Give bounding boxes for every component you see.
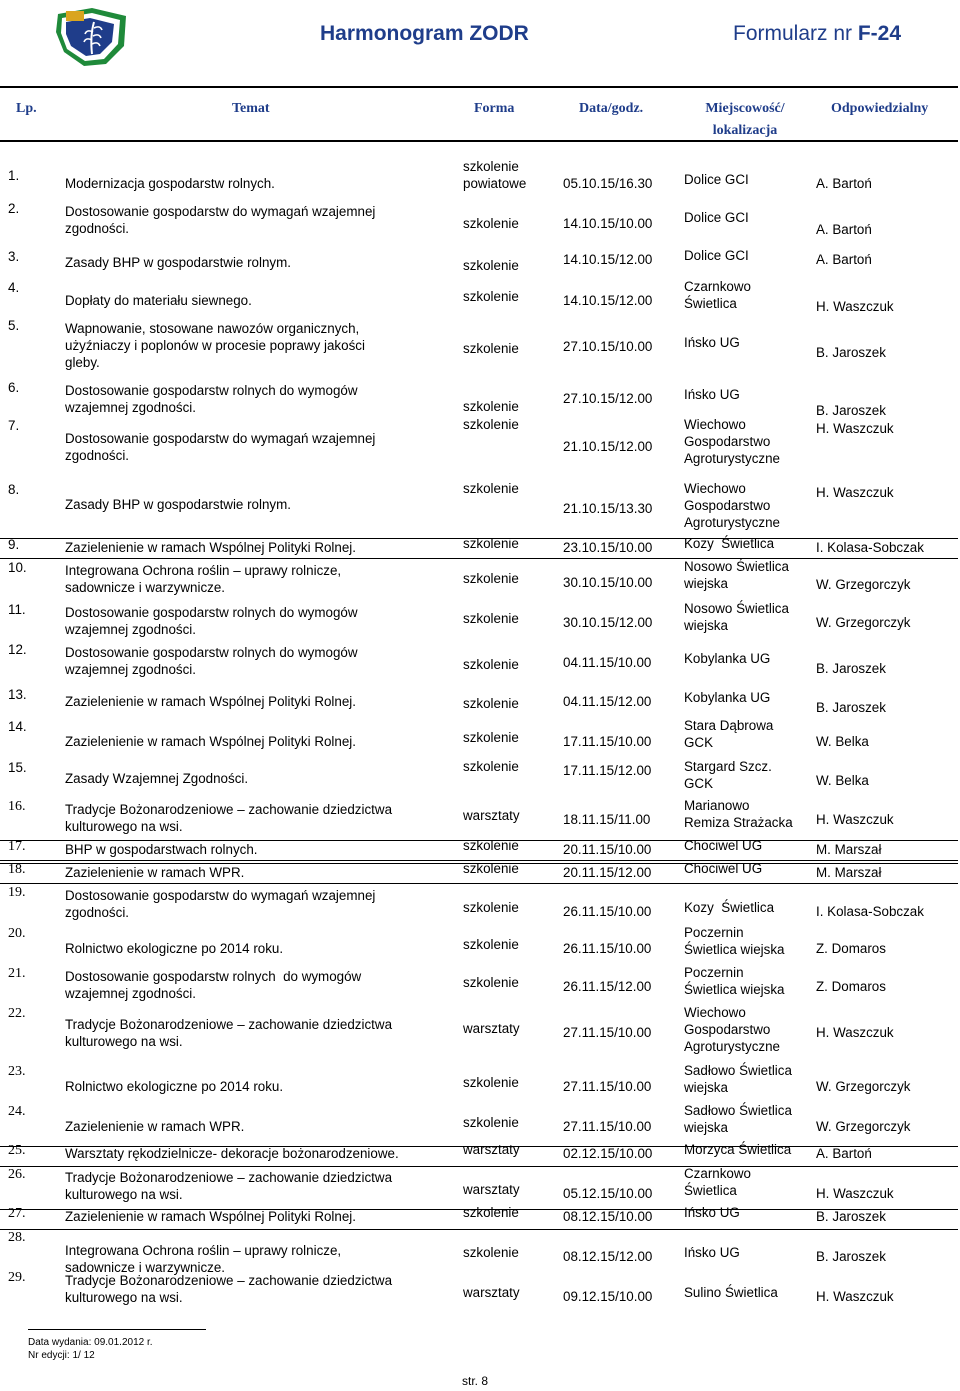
row-lp: 25. bbox=[8, 1143, 26, 1158]
row-forma: warsztaty bbox=[463, 1182, 520, 1197]
row-temat: Zazielenienie w ramach Wspólnej Polityki Rolnej. bbox=[65, 734, 356, 749]
row-temat: Tradycje Bożonarodzeniowe – zachowanie dziedzictwa bbox=[65, 1273, 393, 1288]
row-temat: Dostosowanie gospodarstw rolnych do wymogów bbox=[65, 645, 358, 660]
row-odp: Z. Domaros bbox=[816, 979, 886, 994]
row-data: 05.12.15/10.00 bbox=[563, 1186, 653, 1201]
row-lp: 7. bbox=[8, 418, 20, 433]
row-miejsce: Stara Dąbrowa bbox=[684, 718, 774, 733]
row-temat: Integrowana Ochrona roślin – uprawy rolnicze, bbox=[65, 1243, 342, 1258]
row-lp: 21. bbox=[8, 966, 26, 981]
row-miejsce: Ińsko UG bbox=[684, 1245, 740, 1260]
row-temat: Dostosowanie gospodarstw rolnych do wymogów bbox=[65, 383, 358, 398]
row-miejsce: Kobylanka UG bbox=[684, 651, 771, 666]
row-forma: szkolenie bbox=[463, 216, 519, 231]
row-forma: szkolenie bbox=[463, 900, 519, 915]
row-data: 26.11.15/10.00 bbox=[563, 904, 652, 919]
row-miejsce: Morzyca Świetlica bbox=[684, 1142, 792, 1157]
row-miejsce: GCK bbox=[684, 735, 714, 750]
row-odp: W. Grzegorczyk bbox=[816, 615, 911, 630]
row-odp: A. Bartoń bbox=[816, 252, 872, 267]
row-data: 20.11.15/10.00 bbox=[563, 842, 652, 857]
row-temat: sadownicze i warzywnicze. bbox=[65, 1260, 226, 1275]
row-odp: B. Jaroszek bbox=[816, 345, 886, 360]
row-forma: szkolenie bbox=[463, 696, 519, 711]
row-miejsce: Poczernin bbox=[684, 925, 744, 940]
row-data: 27.11.15/10.00 bbox=[563, 1025, 652, 1040]
row-miejsce: Poczernin bbox=[684, 965, 744, 980]
row-lp: 1. bbox=[8, 168, 20, 183]
row-odp: B. Jaroszek bbox=[816, 700, 886, 715]
row-odp: A. Bartoń bbox=[816, 1146, 872, 1161]
row-forma: szkolenie bbox=[463, 571, 519, 586]
row-forma: szkolenie bbox=[463, 341, 519, 356]
document-title: Harmonogram ZODR bbox=[320, 22, 529, 45]
row-odp: H. Waszczuk bbox=[816, 1025, 894, 1040]
row-miejsce: wiejska bbox=[684, 1120, 728, 1135]
col-miejsce bbox=[700, 98, 790, 142]
row-temat: wzajemnej zgodności. bbox=[65, 400, 196, 415]
row-forma: szkolenie bbox=[463, 1115, 519, 1130]
row-miejsce: Stargard Szcz. bbox=[684, 759, 772, 774]
row-lp: 19. bbox=[8, 885, 26, 900]
row-odp: W. Grzegorczyk bbox=[816, 1079, 911, 1094]
row-forma: szkolenie bbox=[463, 611, 519, 626]
form-code: F-24 bbox=[857, 22, 902, 45]
row-forma: szkolenie bbox=[463, 657, 519, 672]
row-lp: 3. bbox=[8, 249, 20, 264]
row-data: 14.10.15/12.00 bbox=[563, 252, 653, 267]
row-odp: W. Belka bbox=[816, 734, 869, 749]
col-temat: Temat bbox=[232, 101, 270, 116]
row-temat: kulturowego na wsi. bbox=[65, 1187, 183, 1202]
col-forma: Forma bbox=[474, 101, 515, 116]
row-data: 14.10.15/12.00 bbox=[563, 293, 653, 308]
col-lp: Lp. bbox=[16, 101, 37, 116]
row-temat: Rolnictwo ekologiczne po 2014 roku. bbox=[65, 941, 284, 956]
row-data: 04.11.15/10.00 bbox=[563, 655, 652, 670]
footer-rule bbox=[28, 1329, 206, 1330]
row-divider bbox=[0, 883, 958, 884]
row-data: 17.11.15/10.00 bbox=[563, 734, 652, 749]
row-miejsce: wiejska bbox=[684, 1080, 728, 1095]
row-forma: szkolenie bbox=[463, 1245, 519, 1260]
row-forma: szkolenie bbox=[463, 417, 519, 432]
row-forma: szkolenie bbox=[463, 861, 519, 876]
col-miejsce-line2: lokalizacja bbox=[712, 123, 778, 138]
issue-date: Data wydania: 09.01.2012 r. bbox=[28, 1337, 153, 1348]
row-divider bbox=[0, 863, 958, 864]
row-miejsce: Świetlica bbox=[684, 1183, 737, 1198]
row-temat: Zazielenienie w ramach WPR. bbox=[65, 865, 245, 880]
row-temat: Zazielenienie w ramach Wspólnej Polityki Rolnej. bbox=[65, 1209, 356, 1224]
row-miejsce: Agroturystyczne bbox=[684, 515, 781, 530]
row-temat: zgodności. bbox=[65, 905, 130, 920]
row-miejsce: Czarnkowo bbox=[684, 1166, 751, 1181]
row-divider bbox=[0, 1229, 958, 1230]
row-forma: warsztaty bbox=[463, 808, 520, 823]
row-lp: 17. bbox=[8, 839, 26, 854]
row-temat: Zazielenienie w ramach Wspólnej Polityki Rolnej. bbox=[65, 540, 356, 555]
row-miejsce: Remiza Strażacka bbox=[684, 815, 793, 830]
row-lp: 27. bbox=[8, 1206, 26, 1221]
row-temat: kulturowego na wsi. bbox=[65, 1034, 183, 1049]
row-lp: 4. bbox=[8, 280, 20, 295]
row-odp: H. Waszczuk bbox=[816, 421, 894, 436]
row-forma: szkolenie bbox=[463, 730, 519, 745]
row-temat: Tradycje Bożonarodzeniowe – zachowanie dziedzictwa bbox=[65, 802, 393, 817]
row-temat: Dopłaty do materiału siewnego. bbox=[65, 293, 252, 308]
row-miejsce: Sadłowo Świetlica bbox=[684, 1103, 792, 1118]
row-miejsce: Agroturystyczne bbox=[684, 1039, 781, 1054]
row-odp: B. Jaroszek bbox=[816, 1209, 886, 1224]
row-odp: M. Marszał bbox=[816, 842, 882, 857]
row-miejsce: wiejska bbox=[684, 618, 728, 633]
row-data: 05.10.15/16.30 bbox=[563, 176, 653, 191]
row-miejsce: Chociwel UG bbox=[684, 861, 763, 876]
row-temat: Dostosowanie gospodarstw do wymagań wzajemnej bbox=[65, 431, 376, 446]
row-temat: użyźniaczy i poplonów w procesie poprawy jakości bbox=[65, 338, 365, 353]
row-forma: warsztaty bbox=[463, 1142, 520, 1157]
row-odp: H. Waszczuk bbox=[816, 1186, 894, 1201]
row-lp: 20. bbox=[8, 926, 26, 941]
zodr-logo bbox=[54, 6, 130, 68]
row-lp: 6. bbox=[8, 380, 20, 395]
row-odp: H. Waszczuk bbox=[816, 1289, 894, 1304]
row-miejsce: wiejska bbox=[684, 576, 728, 591]
row-odp: A. Bartoń bbox=[816, 176, 872, 191]
row-data: 27.10.15/12.00 bbox=[563, 391, 653, 406]
edition-number: Nr edycji: 1/ 12 bbox=[28, 1350, 95, 1361]
row-miejsce: Czarnkowo bbox=[684, 279, 751, 294]
row-temat: Zazielenienie w ramach Wspólnej Polityki Rolnej. bbox=[65, 694, 356, 709]
row-lp: 23. bbox=[8, 1064, 26, 1079]
row-divider bbox=[0, 558, 958, 559]
row-temat: kulturowego na wsi. bbox=[65, 1290, 183, 1305]
row-forma: szkolenie bbox=[463, 1075, 519, 1090]
row-data: 14.10.15/10.00 bbox=[563, 216, 653, 231]
row-data: 09.12.15/10.00 bbox=[563, 1289, 653, 1304]
row-temat: Tradycje Bożonarodzeniowe – zachowanie dziedzictwa bbox=[65, 1017, 393, 1032]
row-forma: szkolenie bbox=[463, 258, 519, 273]
row-temat: Dostosowanie gospodarstw do wymagań wzajemnej bbox=[65, 888, 376, 903]
row-temat: zgodności. bbox=[65, 221, 130, 236]
row-miejsce: Świetlica wiejska bbox=[684, 982, 785, 997]
row-odp: B. Jaroszek bbox=[816, 403, 886, 418]
row-forma: warsztaty bbox=[463, 1021, 520, 1036]
row-miejsce: Sadłowo Świetlica bbox=[684, 1063, 792, 1078]
row-miejsce: Sulino Świetlica bbox=[684, 1285, 778, 1300]
row-temat: zgodności. bbox=[65, 448, 130, 463]
col-data: Data/godz. bbox=[579, 101, 644, 116]
row-odp: W. Grzegorczyk bbox=[816, 577, 911, 592]
row-odp: H. Waszczuk bbox=[816, 485, 894, 500]
row-temat: wzajemnej zgodności. bbox=[65, 622, 196, 637]
row-odp: M. Marszał bbox=[816, 865, 882, 880]
row-forma: powiatowe bbox=[463, 176, 527, 191]
row-data: 30.10.15/10.00 bbox=[563, 575, 653, 590]
row-data: 26.11.15/10.00 bbox=[563, 941, 652, 956]
row-divider bbox=[0, 840, 958, 841]
row-lp: 22. bbox=[8, 1006, 26, 1021]
row-miejsce: Nosowo Świetlica bbox=[684, 601, 789, 616]
row-temat: Dostosowanie gospodarstw rolnych do wymogów bbox=[65, 969, 362, 984]
form-number bbox=[733, 22, 901, 46]
row-odp: W. Grzegorczyk bbox=[816, 1119, 911, 1134]
row-miejsce: GCK bbox=[684, 776, 714, 791]
row-lp: 14. bbox=[8, 719, 27, 734]
row-data: 08.12.15/12.00 bbox=[563, 1249, 653, 1264]
row-odp: H. Waszczuk bbox=[816, 299, 894, 314]
row-temat: Tradycje Bożonarodzeniowe – zachowanie dziedzictwa bbox=[65, 1170, 393, 1185]
row-odp: I. Kolasa-Sobczak bbox=[816, 904, 924, 919]
row-miejsce: Agroturystyczne bbox=[684, 451, 781, 466]
row-lp: 29. bbox=[8, 1270, 26, 1285]
row-miejsce: Gospodarstwo bbox=[684, 498, 771, 513]
row-miejsce: Kozy Świetlica bbox=[684, 536, 775, 551]
row-data: 20.11.15/12.00 bbox=[563, 865, 652, 880]
row-forma: szkolenie bbox=[463, 838, 519, 853]
row-miejsce: Wiechowo bbox=[684, 481, 746, 496]
row-forma: szkolenie bbox=[463, 289, 519, 304]
row-forma: szkolenie bbox=[463, 399, 519, 414]
row-miejsce: Ińsko UG bbox=[684, 335, 740, 350]
row-lp: 8. bbox=[8, 482, 20, 497]
row-miejsce: Marianowo bbox=[684, 798, 750, 813]
row-lp: 11. bbox=[8, 602, 26, 617]
row-miejsce: Chociwel UG bbox=[684, 838, 763, 853]
row-temat: kulturowego na wsi. bbox=[65, 819, 183, 834]
row-miejsce: Dolice GCI bbox=[684, 210, 749, 225]
row-lp: 2. bbox=[8, 201, 20, 216]
row-temat: Zazielenienie w ramach WPR. bbox=[65, 1119, 245, 1134]
row-data: 18.11.15/11.00 bbox=[563, 812, 651, 827]
row-temat: BHP w gospodarstwach rolnych. bbox=[65, 842, 258, 857]
row-forma: szkolenie bbox=[463, 759, 519, 774]
col-miejsce-line1: Miejscowość/ bbox=[705, 101, 785, 116]
row-data: 30.10.15/12.00 bbox=[563, 615, 653, 630]
row-miejsce: Ińsko UG bbox=[684, 1205, 740, 1220]
row-temat: gleby. bbox=[65, 355, 100, 370]
row-data: 21.10.15/12.00 bbox=[563, 439, 653, 454]
row-forma: szkolenie bbox=[463, 536, 519, 551]
row-temat: Zasady BHP w gospodarstwie rolnym. bbox=[65, 255, 291, 270]
row-miejsce: Dolice GCI bbox=[684, 172, 749, 187]
row-miejsce: Nosowo Świetlica bbox=[684, 559, 789, 574]
row-temat: wzajemnej zgodności. bbox=[65, 662, 196, 677]
row-forma: szkolenie bbox=[463, 159, 519, 174]
row-divider bbox=[0, 1146, 958, 1147]
row-temat: Modernizacja gospodarstw rolnych. bbox=[65, 176, 275, 191]
row-odp: W. Belka bbox=[816, 773, 869, 788]
row-temat: Dostosowanie gospodarstw do wymagań wzajemnej bbox=[65, 204, 376, 219]
row-lp: 28. bbox=[8, 1230, 26, 1245]
row-miejsce: Gospodarstwo bbox=[684, 1022, 771, 1037]
row-data: 27.11.15/10.00 bbox=[563, 1119, 652, 1134]
row-lp: 16. bbox=[8, 799, 26, 814]
row-lp: 26. bbox=[8, 1167, 26, 1182]
table-header bbox=[0, 86, 958, 142]
row-miejsce: Kobylanka UG bbox=[684, 690, 771, 705]
row-data: 27.10.15/10.00 bbox=[563, 339, 653, 354]
row-temat: Wapnowanie, stosowane nawozów organicznych, bbox=[65, 321, 360, 336]
row-lp: 5. bbox=[8, 318, 20, 333]
row-lp: 9. bbox=[8, 537, 20, 552]
row-miejsce: Dolice GCI bbox=[684, 248, 749, 263]
row-temat: Integrowana Ochrona roślin – uprawy rolnicze, bbox=[65, 563, 342, 578]
row-miejsce: Świetlica wiejska bbox=[684, 942, 785, 957]
row-data: 21.10.15/13.30 bbox=[563, 501, 653, 516]
row-lp: 13. bbox=[8, 687, 27, 702]
row-miejsce: Wiechowo bbox=[684, 417, 746, 432]
row-temat: wzajemnej zgodności. bbox=[65, 986, 196, 1001]
row-forma: szkolenie bbox=[463, 937, 519, 952]
row-lp: 18. bbox=[8, 862, 26, 877]
row-data: 04.11.15/12.00 bbox=[563, 694, 652, 709]
row-miejsce: Świetlica bbox=[684, 296, 737, 311]
row-temat: Warsztaty rękodzielnicze- dekoracje bożonarodzeniowe. bbox=[65, 1146, 399, 1161]
row-miejsce: Ińsko UG bbox=[684, 387, 740, 402]
row-temat: Zasady BHP w gospodarstwie rolnym. bbox=[65, 497, 291, 512]
row-lp: 15. bbox=[8, 760, 27, 775]
row-odp: B. Jaroszek bbox=[816, 1249, 886, 1264]
row-data: 17.11.15/12.00 bbox=[563, 763, 652, 778]
row-miejsce: Wiechowo bbox=[684, 1005, 746, 1020]
row-data: 27.11.15/10.00 bbox=[563, 1079, 652, 1094]
row-lp: 24. bbox=[8, 1104, 26, 1119]
col-odp: Odpowiedzialny bbox=[831, 101, 929, 116]
row-forma: szkolenie bbox=[463, 975, 519, 990]
row-divider bbox=[0, 538, 958, 539]
row-miejsce: Kozy Świetlica bbox=[684, 900, 775, 915]
row-forma: szkolenie bbox=[463, 1205, 519, 1220]
row-odp: A. Bartoń bbox=[816, 222, 872, 237]
row-data: 02.12.15/10.00 bbox=[563, 1146, 653, 1161]
row-lp: 10. bbox=[8, 560, 27, 575]
row-divider bbox=[0, 1209, 958, 1210]
row-data: 23.10.15/10.00 bbox=[563, 540, 653, 555]
row-forma: szkolenie bbox=[463, 481, 519, 496]
row-temat: sadownicze i warzywnicze. bbox=[65, 580, 226, 595]
row-temat: Dostosowanie gospodarstw rolnych do wymogów bbox=[65, 605, 358, 620]
row-divider bbox=[0, 1166, 958, 1167]
row-odp: H. Waszczuk bbox=[816, 812, 894, 827]
row-odp: I. Kolasa-Sobczak bbox=[816, 540, 924, 555]
form-prefix: Formularz nr bbox=[733, 22, 858, 45]
row-odp: B. Jaroszek bbox=[816, 661, 886, 676]
row-data: 26.11.15/12.00 bbox=[563, 979, 652, 994]
row-odp: Z. Domaros bbox=[816, 941, 886, 956]
row-miejsce: Gospodarstwo bbox=[684, 434, 771, 449]
row-temat: Rolnictwo ekologiczne po 2014 roku. bbox=[65, 1079, 284, 1094]
row-forma: warsztaty bbox=[463, 1285, 520, 1300]
row-temat: Zasady Wzajemnej Zgodności. bbox=[65, 771, 249, 786]
row-data: 08.12.15/10.00 bbox=[563, 1209, 653, 1224]
page-number: str. 8 bbox=[462, 1374, 489, 1388]
row-lp: 12. bbox=[8, 642, 27, 657]
